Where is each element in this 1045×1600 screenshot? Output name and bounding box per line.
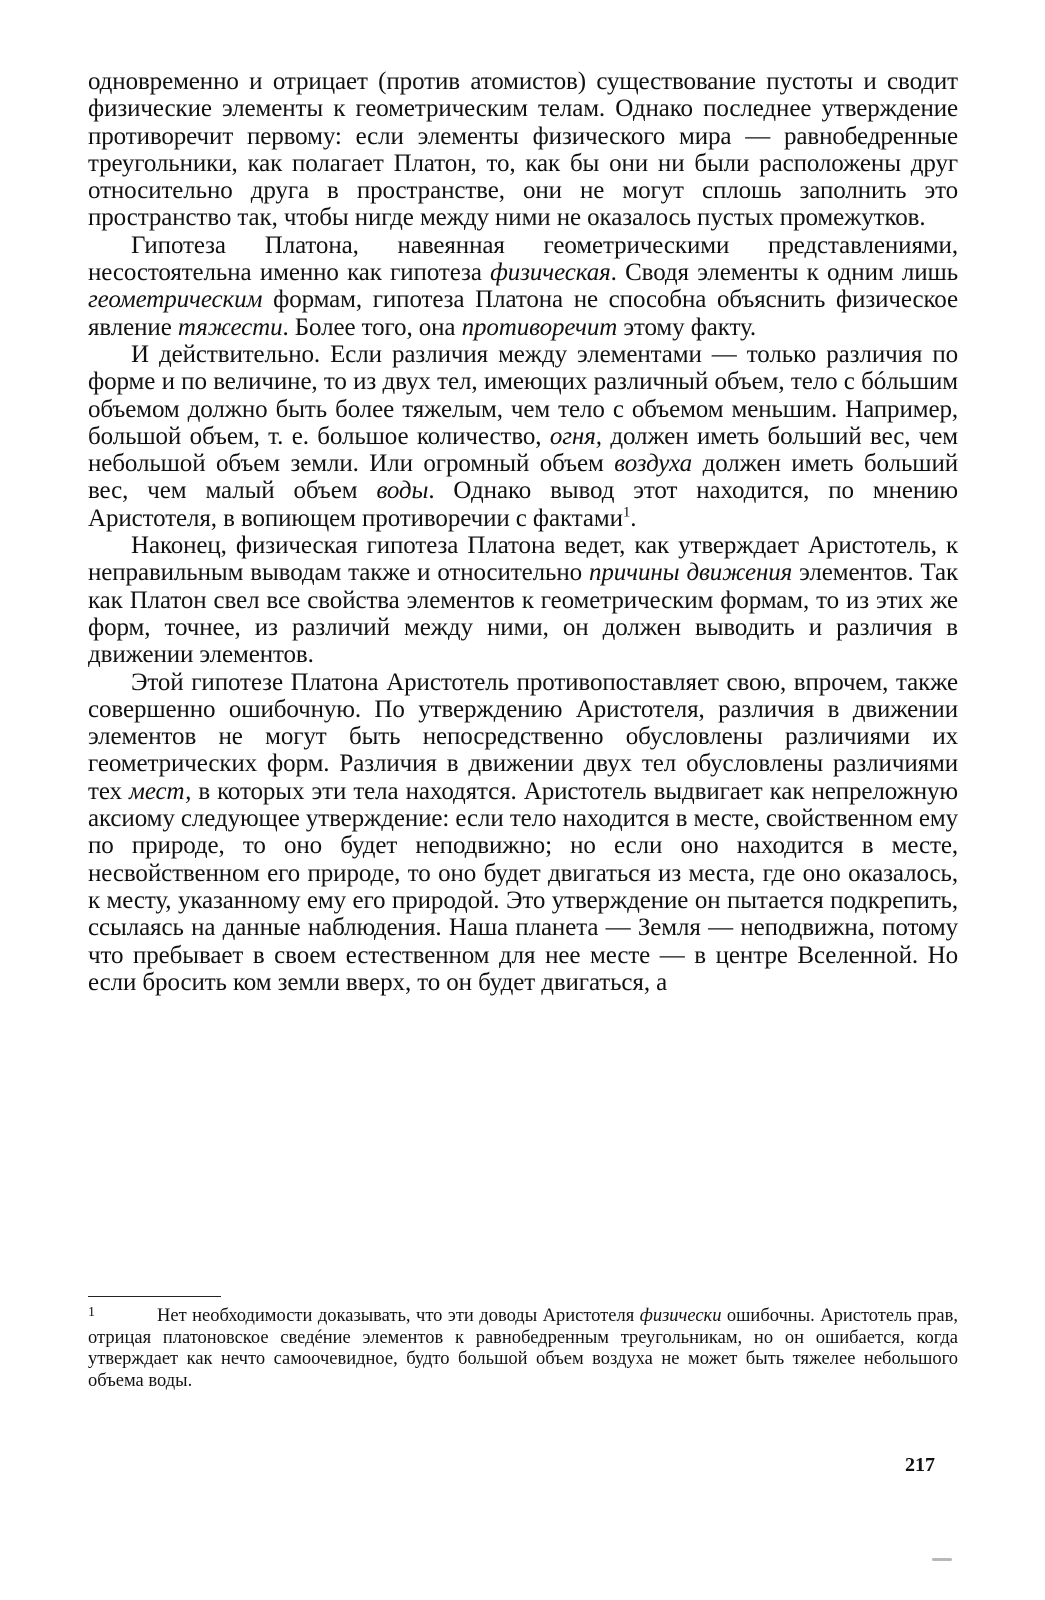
paragraph-4: Наконец, физическая гипотеза Платона ведет, как утверждает Аристотель, к неправильным выводам также и относительно причины движения элементов. Так как Платон свел все свойства элементов к геометрическим формам, то из этих же форм, точнее, из различий между ними, он должен выводить и различия в движении элементов. [88,532,959,669]
page-number: 217 [905,1454,935,1476]
emphasis-air: воздуха [614,450,693,478]
footnote-marker: 1 [88,1305,95,1320]
emphasis-cause-of-motion: причины движения [588,559,793,587]
paragraph-3: И действительно. Если различия между элементами — только различия по форме и по величине, то из двух тел, имеющих различный объем, тело с бóльшим объемом должно быть более тяжелым, чем тело с объемом меньшим. Например, большой объем, т. е. большое количество, огня, должен иметь больший вес, чем небольшой объем земли. Или огромный объем воздуха должен иметь больший вес, чем малый объем воды. Однако вывод этот находится, по мнению Аристотеля, в вопиющем противоречии с фактами$^1$. [88,340,958,532]
scan-speck [932,1558,952,1561]
emphasis-gravity: тяжести [177,313,283,341]
main-text [88,68,958,996]
emphasis-contradicts: противоречит [461,313,618,341]
paragraph-1: одновременно и отрицает (против атомистов) существование пустоты и сводит физические элементы к геометрическим телам. Однако последнее утверждение противоречит первому: если элементы физического мира — равнобедренные треугольники, как полагает Платон, то, как бы они ни были расположены друг относительно друга в пространстве, они не могут сплошь заполнить это пространство так, чтобы нигде между ними не оказалось пустых промежутков. [88,68,958,232]
footnote-reference[interactable]: 1 [622,504,631,521]
footnote-divider [88,1296,221,1297]
emphasis-geometric: геометрическим [88,286,263,314]
paragraph-5: Этой гипотезе Платона Аристотель противопоставляет свою, впрочем, также совершенно ошибочную. По утверждению Аристотеля, различия в движении элементов не могут быть непосредственно обусловлены различиями их геометрических форм. Различия в движении двух тел обусловлены различиями тех мест, в которых эти тела находятся. Аристотель выдвигает как непреложную аксиому следующее утверждение: если тело находится в месте, свойственном ему по природе, то оно будет неподвижно; но если оно находится в месте, несвойственном его природе, то оно будет двигаться из места, где оно оказалось, к месту, указанному ему его природой. Это утверждение он пытается подкрепить, ссылаясь на данные наблюдения. Наша планета — Земля — неподвижна, потому что пребывает в своем естественном для нее месте — в центре Вселенной. Но если бросить ком земли вверх, то он будет двигаться, а [88,668,959,996]
footnote-emphasis: физически [639,1306,722,1326]
paragraph-2: Гипотеза Платона, навеянная геометрическими представлениями, несостоятельна именно как гипотеза физическая. Сводя элементы к одним лишь геометрическим формам, гипотеза Платона не способна объяснить физическое явление тяжести. Более того, она противоречит этому факту. [88,231,958,341]
footnote: $^1$ Нет необходимости доказывать, что эти доводы Аристотеля физически ошибочны. Аристотель прав, отрицая платоновское сведéние элементов к равнобедренным треугольникам, но он ошибается, когда утверждает как нечто самоочевидное, будто большой объем воздуха не может быть тяжелее небольшого объема воды. [88,1305,958,1391]
emphasis-fire: огня, [549,422,602,450]
emphasis-physical: физическая [490,259,611,287]
emphasis-water: воды [376,477,429,505]
emphasis-places: мест, [129,777,192,805]
